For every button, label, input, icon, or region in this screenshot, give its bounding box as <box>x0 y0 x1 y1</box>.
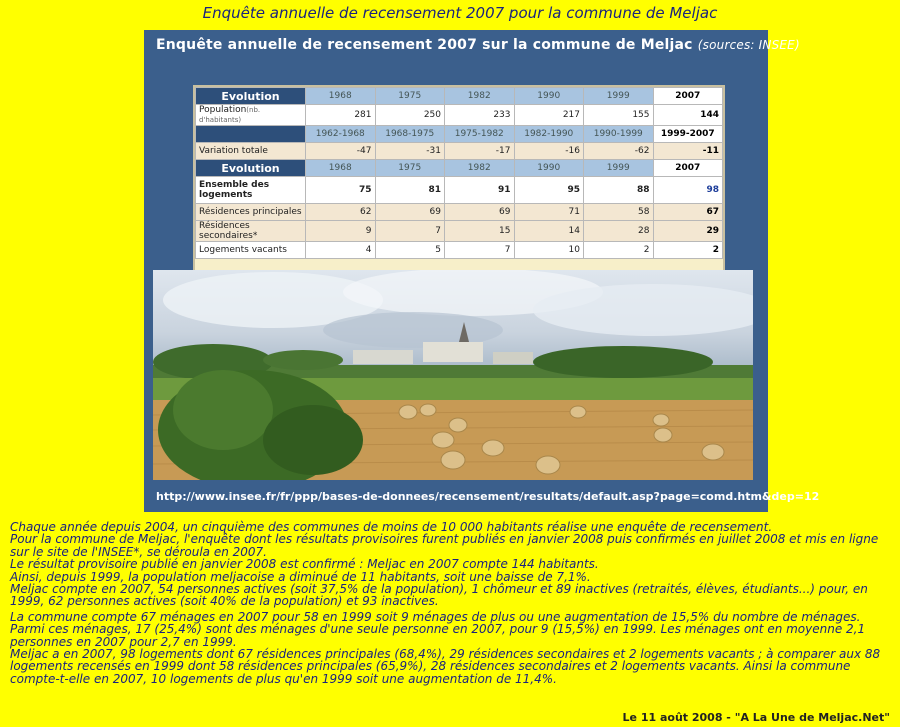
header-cell: 1999 <box>584 88 654 105</box>
article-text <box>10 521 898 685</box>
table-cell: 91 <box>445 177 515 204</box>
table-cell: 71 <box>514 204 584 221</box>
table-row <box>196 204 723 221</box>
source-url: http://www.insee.fr/fr/ppp/bases-de-donnees/recensement/resultats/default.asp?page=comd.htm&dep=12 <box>156 490 820 503</box>
header-cell: 1968-1975 <box>375 126 445 143</box>
panel-title <box>156 37 800 53</box>
row-label: Variation totale <box>196 143 306 160</box>
footer-signature: Le 11 août 2008 - "A La Une de Meljac.Net" <box>622 711 890 724</box>
table-cell: 250 <box>375 105 445 126</box>
table-cell: -11 <box>653 143 723 160</box>
census-table <box>193 85 725 279</box>
table-cell: 155 <box>584 105 654 126</box>
table-cell: 5 <box>375 242 445 259</box>
table-row <box>196 221 723 242</box>
header-cell: 1982 <box>445 160 515 177</box>
header-cell: 1975 <box>375 88 445 105</box>
paragraph: Ainsi, depuis 1999, la population meljacoise a diminué de 11 habitants, soit une baisse de 7,1%. <box>10 569 591 584</box>
table-cell: 4 <box>306 242 376 259</box>
header-cell: 2007 <box>653 160 723 177</box>
paragraph: Meljac compte en 2007, 54 personnes actives (soit 37,5% de la population), 1 chômeur et 89 inactives (retraités, élèves, étudiants...) pour, en 1999, 62 personnes actives (soit 40% de la population) et 93 inactives. <box>10 582 868 609</box>
table-cell: 67 <box>653 204 723 221</box>
row-label: Ensemble des logements <box>196 177 306 204</box>
header-cell: 1999-2007 <box>653 126 723 143</box>
header-cell: 1990-1999 <box>584 126 654 143</box>
table-cell: 75 <box>306 177 376 204</box>
paragraph: Chaque année depuis 2004, un cinquième des communes de moins de 10 000 habitants réalise une enquête de recensement. <box>10 520 773 534</box>
table-header-row <box>196 160 723 177</box>
table-cell: 233 <box>445 105 515 126</box>
header-cell: Evolution <box>196 88 306 105</box>
population-note: (nb. d'habitants) <box>199 106 261 124</box>
panel-title-text: Enquête annuelle de recensement 2007 sur la commune de Meljac <box>156 37 693 53</box>
row-label: Résidences secondaires* <box>196 221 306 242</box>
row-label <box>196 105 306 126</box>
table-row <box>196 242 723 259</box>
table-cell: -17 <box>445 143 515 160</box>
table-cell: 69 <box>445 204 515 221</box>
header-cell: 1968 <box>306 160 376 177</box>
paragraph: Le résultat provisoire publié en janvier 2008 est confirmé : Meljac en 2007 compte 144 habitants. <box>10 557 599 572</box>
table-cell: 28 <box>584 221 654 242</box>
table-cell: 58 <box>584 204 654 221</box>
table-cell: -16 <box>514 143 584 160</box>
table-cell: -62 <box>584 143 654 160</box>
table-cell: 62 <box>306 204 376 221</box>
table-cell: 281 <box>306 105 376 126</box>
header-cell: 1982-1990 <box>514 126 584 143</box>
header-cell: 2007 <box>653 88 723 105</box>
table-cell: 29 <box>653 221 723 242</box>
row-label: Logements vacants <box>196 242 306 259</box>
table-cell: 95 <box>514 177 584 204</box>
table-cell: 9 <box>306 221 376 242</box>
header-cell: Evolution <box>196 160 306 177</box>
table-cell: 98 <box>653 177 723 204</box>
panel-source: (sources: INSEE) <box>697 38 800 52</box>
table-header-row <box>196 88 723 105</box>
page-title: Enquête annuelle de recensement 2007 pour la commune de Meljac <box>202 4 718 22</box>
paragraph: Pour la commune de Meljac, l'enquête dont les résultats provisoires furent publiés en janvier 2008 puis confirmés en juillet 2008 et mis en ligne sur le site de l'INSEE*, se déroula en 2007. <box>10 532 879 559</box>
header-cell: 1990 <box>514 88 584 105</box>
census-panel <box>144 30 820 512</box>
table-cell: 144 <box>653 105 723 126</box>
header-cell: 1975-1982 <box>445 126 515 143</box>
table-cell: 88 <box>584 177 654 204</box>
table-cell: 2 <box>653 242 723 259</box>
header-cell: 1968 <box>306 88 376 105</box>
landscape-photo <box>153 270 753 480</box>
table-header-row <box>196 126 723 143</box>
table-cell: 14 <box>514 221 584 242</box>
population-label: Population <box>199 105 247 115</box>
table-cell: 217 <box>514 105 584 126</box>
table-row <box>196 143 723 160</box>
paragraph: Meljac a en 2007, 98 logements dont 67 résidences principales (68,4%), 29 résidences secondaires et 2 logements vacants ; à comparer aux 88 logements recensés en 1999 dont 58 résidences principales (65,9%), 28 résidences secondaires et 2 logements vacants. Ainsi la commune compte-t-elle en 2007, 10 logements de plus qu'en 1999 soit une augmentation de 11,4%. <box>10 647 881 686</box>
table-row <box>196 177 723 204</box>
table-cell: 15 <box>445 221 515 242</box>
table-row <box>196 105 723 126</box>
table-cell: 10 <box>514 242 584 259</box>
table-cell: -31 <box>375 143 445 160</box>
header-cell: 1999 <box>584 160 654 177</box>
header-cell: 1962-1968 <box>306 126 376 143</box>
table-cell: 81 <box>375 177 445 204</box>
table-cell: 2 <box>584 242 654 259</box>
header-cell: 1982 <box>445 88 515 105</box>
table-cell: 69 <box>375 204 445 221</box>
table-cell: -47 <box>306 143 376 160</box>
header-cell: 1990 <box>514 160 584 177</box>
paragraph: La commune compte 67 ménages en 2007 pour 58 en 1999 soit 9 ménages de plus ou une augmentation de 15,5% du nombre de ménages. Parmi ces ménages, 17 (25,4%) sont des ménages d'une seule personne en 2007, pour 9 (15,5%) en 1999. Les ménages ont en moyenne 2,1 personnes en 2007 pour 2,7 en 1999. <box>10 609 866 649</box>
row-label: Résidences principales <box>196 204 306 221</box>
header-cell: 1975 <box>375 160 445 177</box>
table-cell: 7 <box>375 221 445 242</box>
table-cell: 7 <box>445 242 515 259</box>
landscape-illustration <box>153 270 753 480</box>
header-cell <box>196 126 306 143</box>
